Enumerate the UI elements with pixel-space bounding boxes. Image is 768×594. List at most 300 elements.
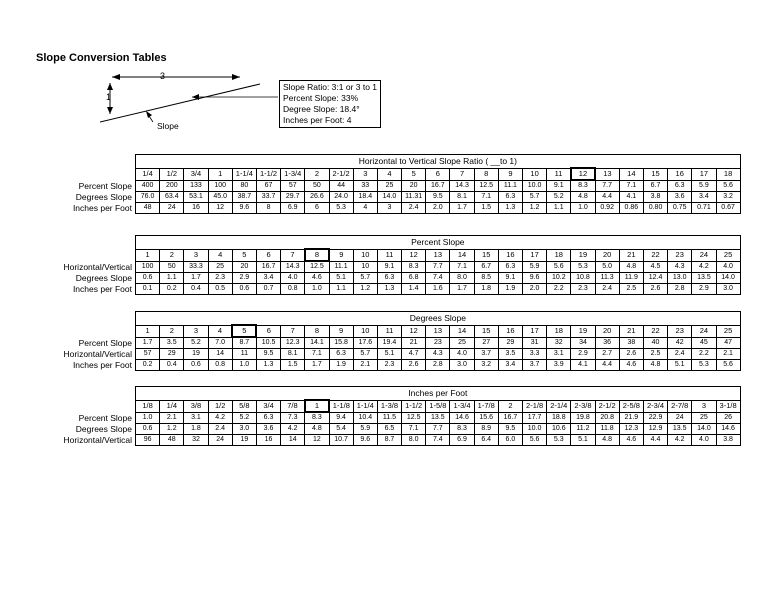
header-cell: 16 bbox=[498, 325, 522, 337]
row-label: Percent Slope bbox=[78, 180, 132, 191]
row-label: Inches per Foot bbox=[72, 284, 132, 294]
header-cell: 2-7/8 bbox=[668, 400, 692, 412]
value-cell: 2.9 bbox=[232, 273, 256, 284]
value-cell: 13.5 bbox=[668, 424, 692, 435]
header-cell: 18 bbox=[716, 168, 740, 180]
header-cell: 3/4 bbox=[256, 400, 280, 412]
table-title: Percent Slope bbox=[136, 236, 741, 250]
table-row bbox=[24, 412, 740, 424]
header-cell: 2-1/4 bbox=[547, 400, 571, 412]
value-cell: 48 bbox=[136, 203, 160, 214]
header-cell: 1-3/4 bbox=[450, 400, 474, 412]
value-cell: 11.3 bbox=[595, 273, 619, 284]
value-cell: 4.2 bbox=[281, 424, 305, 435]
value-cell: 8 bbox=[256, 203, 280, 214]
value-cell: 20 bbox=[232, 261, 256, 273]
header-cell: 17 bbox=[523, 249, 547, 261]
value-cell: 36 bbox=[595, 337, 619, 349]
value-cell: 14.0 bbox=[377, 192, 401, 203]
value-cell: 44 bbox=[329, 180, 353, 192]
value-cell: 4.6 bbox=[305, 273, 329, 284]
value-cell: 5.3 bbox=[547, 435, 571, 446]
value-cell: 11.1 bbox=[329, 261, 353, 273]
value-cell: 1.0 bbox=[232, 360, 256, 371]
table-inches bbox=[24, 386, 741, 446]
value-cell: 3.3 bbox=[523, 349, 547, 360]
value-cell: 67 bbox=[256, 180, 280, 192]
value-cell: 5.6 bbox=[716, 180, 740, 192]
value-cell: 21.9 bbox=[619, 412, 643, 424]
value-cell: 7.1 bbox=[474, 192, 498, 203]
value-cell: 1.1 bbox=[547, 203, 571, 214]
value-cell: 10.4 bbox=[353, 412, 377, 424]
value-cell: 2.4 bbox=[595, 284, 619, 295]
value-cell: 3.6 bbox=[256, 424, 280, 435]
value-cell: 1.2 bbox=[160, 424, 184, 435]
value-cell: 6.4 bbox=[474, 435, 498, 446]
table-row bbox=[24, 424, 740, 435]
value-cell: 5.1 bbox=[377, 349, 401, 360]
header-cell: 15 bbox=[474, 249, 498, 261]
header-cell: 1/4 bbox=[136, 168, 160, 180]
value-cell: 1.3 bbox=[498, 203, 522, 214]
header-cell: 14 bbox=[450, 325, 474, 337]
value-cell: 7.4 bbox=[426, 273, 450, 284]
value-cell: 3.2 bbox=[474, 360, 498, 371]
value-cell: 1.9 bbox=[498, 284, 522, 295]
header-cell: 21 bbox=[619, 249, 643, 261]
value-cell: 2.6 bbox=[402, 360, 426, 371]
value-cell: 1.8 bbox=[184, 424, 208, 435]
header-cell: 1-3/8 bbox=[377, 400, 401, 412]
value-cell: 2.8 bbox=[668, 284, 692, 295]
value-cell: 12 bbox=[208, 203, 232, 214]
value-cell: 11 bbox=[232, 349, 256, 360]
header-cell: 9 bbox=[498, 168, 522, 180]
value-cell: 9.5 bbox=[256, 349, 280, 360]
value-cell: 14.0 bbox=[692, 424, 716, 435]
value-cell: 400 bbox=[136, 180, 160, 192]
value-cell: 17.7 bbox=[523, 412, 547, 424]
value-cell: 5.9 bbox=[353, 424, 377, 435]
value-cell: 1.9 bbox=[329, 360, 353, 371]
value-cell: 7.0 bbox=[208, 337, 232, 349]
value-cell: 100 bbox=[208, 180, 232, 192]
value-cell: 5.2 bbox=[232, 412, 256, 424]
value-cell: 22.9 bbox=[643, 412, 667, 424]
row-label: Inches per Foot bbox=[72, 360, 132, 370]
value-cell: 42 bbox=[668, 337, 692, 349]
value-cell: 12.3 bbox=[281, 337, 305, 349]
header-cell: 1-5/8 bbox=[426, 400, 450, 412]
table-row bbox=[24, 284, 740, 295]
value-cell: 2.3 bbox=[571, 284, 595, 295]
note-degree-slope: Degree Slope: 18.4° bbox=[283, 104, 360, 114]
header-cell: 2-1/2 bbox=[595, 400, 619, 412]
value-cell: 4.4 bbox=[595, 360, 619, 371]
value-cell: 3.4 bbox=[498, 360, 522, 371]
header-cell: 13 bbox=[595, 168, 619, 180]
value-cell: 4.2 bbox=[208, 412, 232, 424]
value-cell: 0.1 bbox=[136, 284, 160, 295]
value-cell: 2.2 bbox=[692, 349, 716, 360]
value-cell: 4.0 bbox=[281, 273, 305, 284]
value-cell: 4.0 bbox=[692, 435, 716, 446]
value-cell: 3.0 bbox=[232, 424, 256, 435]
header-cell: 2-1/8 bbox=[523, 400, 547, 412]
value-cell: 24 bbox=[668, 412, 692, 424]
header-cell: 1-1/4 bbox=[232, 168, 256, 180]
header-cell: 13 bbox=[426, 325, 450, 337]
value-cell: 5.1 bbox=[571, 435, 595, 446]
row-label: Degrees Slope bbox=[75, 424, 132, 434]
example-notes-box bbox=[279, 80, 381, 128]
value-cell: 17.6 bbox=[353, 337, 377, 349]
value-cell: 12.5 bbox=[305, 261, 329, 273]
value-cell: 50 bbox=[160, 261, 184, 273]
value-cell: 5.6 bbox=[523, 435, 547, 446]
value-cell: 2.6 bbox=[619, 349, 643, 360]
header-cell: 8 bbox=[305, 325, 329, 337]
value-cell: 5.0 bbox=[595, 261, 619, 273]
value-cell: 26 bbox=[716, 412, 740, 424]
value-cell: 2.3 bbox=[208, 273, 232, 284]
header-cell: 6 bbox=[426, 168, 450, 180]
header-cell: 17 bbox=[692, 168, 716, 180]
value-cell: 4.0 bbox=[716, 261, 740, 273]
value-cell: 1.1 bbox=[160, 273, 184, 284]
header-cell: 2 bbox=[498, 400, 522, 412]
header-cell: 13 bbox=[426, 249, 450, 261]
value-cell: 8.9 bbox=[474, 424, 498, 435]
value-cell: 0.75 bbox=[668, 203, 692, 214]
value-cell: 10.6 bbox=[547, 424, 571, 435]
table-title: Degrees Slope bbox=[136, 312, 741, 326]
value-cell: 2.4 bbox=[208, 424, 232, 435]
value-cell: 18.4 bbox=[353, 192, 377, 203]
value-cell: 0.2 bbox=[160, 284, 184, 295]
value-cell: 15.8 bbox=[329, 337, 353, 349]
value-cell: 6.3 bbox=[377, 273, 401, 284]
value-cell: 5.3 bbox=[329, 203, 353, 214]
note-slope-ratio: Slope Ratio: 3:1 or 3 to 1 bbox=[283, 82, 378, 92]
header-cell: 1/4 bbox=[160, 400, 184, 412]
value-cell: 32 bbox=[184, 435, 208, 446]
table-row bbox=[24, 337, 740, 349]
value-cell: 1.7 bbox=[305, 360, 329, 371]
header-cell: 1 bbox=[136, 325, 160, 337]
value-cell: 1.2 bbox=[523, 203, 547, 214]
value-cell: 3.7 bbox=[523, 360, 547, 371]
header-cell: 19 bbox=[571, 325, 595, 337]
value-cell: 2.2 bbox=[547, 284, 571, 295]
header-cell: 1 bbox=[136, 249, 160, 261]
value-cell: 1.7 bbox=[450, 284, 474, 295]
page-title: Slope Conversion Tables bbox=[36, 52, 167, 64]
value-cell: 0.6 bbox=[232, 284, 256, 295]
value-cell: 7.3 bbox=[281, 412, 305, 424]
value-cell: 24.0 bbox=[329, 192, 353, 203]
header-cell: 11 bbox=[377, 325, 401, 337]
header-cell: 5 bbox=[232, 325, 256, 337]
value-cell: 26.6 bbox=[305, 192, 329, 203]
row-label: Horizontal/Vertical bbox=[63, 435, 132, 445]
value-cell: 21 bbox=[402, 337, 426, 349]
value-cell: 7.7 bbox=[426, 261, 450, 273]
value-cell: 8.3 bbox=[571, 180, 595, 192]
value-cell: 14.1 bbox=[305, 337, 329, 349]
value-cell: 47 bbox=[716, 337, 740, 349]
value-cell: 48 bbox=[160, 435, 184, 446]
value-cell: 4.2 bbox=[668, 435, 692, 446]
value-cell: 4.2 bbox=[692, 261, 716, 273]
value-cell: 2.1 bbox=[353, 360, 377, 371]
value-cell: 0.92 bbox=[595, 203, 619, 214]
value-cell: 53.1 bbox=[184, 192, 208, 203]
header-cell: 16 bbox=[498, 249, 522, 261]
header-cell: 1 bbox=[208, 168, 232, 180]
value-cell: 3.0 bbox=[450, 360, 474, 371]
value-cell: 7.7 bbox=[595, 180, 619, 192]
header-cell: 12 bbox=[571, 168, 595, 180]
header-cell: 1-7/8 bbox=[474, 400, 498, 412]
value-cell: 200 bbox=[160, 180, 184, 192]
value-cell: 16.7 bbox=[426, 180, 450, 192]
value-cell: 29 bbox=[160, 349, 184, 360]
header-cell: 25 bbox=[716, 325, 740, 337]
header-cell: 14 bbox=[619, 168, 643, 180]
value-cell: 0.5 bbox=[208, 284, 232, 295]
value-cell: 5.4 bbox=[329, 424, 353, 435]
value-cell: 10.0 bbox=[523, 180, 547, 192]
table-title: Horizontal to Vertical Slope Ratio ( __to 1) bbox=[136, 155, 741, 169]
value-cell: 20.8 bbox=[595, 412, 619, 424]
value-cell: 32 bbox=[547, 337, 571, 349]
value-cell: 10.2 bbox=[547, 273, 571, 284]
value-cell: 9.6 bbox=[523, 273, 547, 284]
header-cell: 15 bbox=[643, 168, 667, 180]
rise-arrow-bottom-head bbox=[107, 107, 113, 114]
value-cell: 12.3 bbox=[619, 424, 643, 435]
value-cell: 0.6 bbox=[136, 424, 160, 435]
value-cell: 4.1 bbox=[571, 360, 595, 371]
value-cell: 5.9 bbox=[523, 261, 547, 273]
value-cell: 27 bbox=[474, 337, 498, 349]
value-cell: 45.0 bbox=[208, 192, 232, 203]
header-cell: 23 bbox=[668, 325, 692, 337]
value-cell: 2.4 bbox=[402, 203, 426, 214]
value-cell: 24 bbox=[208, 435, 232, 446]
header-cell: 2-5/8 bbox=[619, 400, 643, 412]
value-cell: 11.5 bbox=[377, 412, 401, 424]
header-cell: 10 bbox=[523, 168, 547, 180]
header-cell: 7 bbox=[450, 168, 474, 180]
header-cell: 12 bbox=[402, 325, 426, 337]
value-cell: 16 bbox=[256, 435, 280, 446]
value-cell: 1.5 bbox=[474, 203, 498, 214]
value-cell: 31 bbox=[523, 337, 547, 349]
value-cell: 8.7 bbox=[232, 337, 256, 349]
header-cell: 2 bbox=[160, 249, 184, 261]
value-cell: 3.0 bbox=[716, 284, 740, 295]
value-cell: 2.1 bbox=[716, 349, 740, 360]
header-cell: 2-1/2 bbox=[329, 168, 353, 180]
value-cell: 11.1 bbox=[498, 180, 522, 192]
value-cell: 5.6 bbox=[547, 261, 571, 273]
slope-pointer-head bbox=[146, 111, 152, 118]
value-cell: 12.4 bbox=[643, 273, 667, 284]
value-cell: 16.7 bbox=[498, 412, 522, 424]
value-cell: 5.3 bbox=[571, 261, 595, 273]
value-cell: 4.8 bbox=[619, 261, 643, 273]
value-cell: 0.4 bbox=[160, 360, 184, 371]
value-cell: 2.7 bbox=[595, 349, 619, 360]
value-cell: 20 bbox=[402, 180, 426, 192]
header-cell: 24 bbox=[692, 249, 716, 261]
value-cell: 5.9 bbox=[692, 180, 716, 192]
value-cell: 2.5 bbox=[619, 284, 643, 295]
header-cell: 2-3/4 bbox=[643, 400, 667, 412]
value-cell: 4 bbox=[353, 203, 377, 214]
note-inches-per-foot: Inches per Foot: 4 bbox=[283, 115, 352, 125]
header-cell: 12 bbox=[402, 249, 426, 261]
value-cell: 12 bbox=[305, 435, 329, 446]
value-cell: 6.3 bbox=[668, 180, 692, 192]
value-cell: 50 bbox=[305, 180, 329, 192]
value-cell: 25 bbox=[377, 180, 401, 192]
header-cell: 19 bbox=[571, 249, 595, 261]
value-cell: 6.9 bbox=[450, 435, 474, 446]
value-cell: 4.8 bbox=[305, 424, 329, 435]
value-cell: 13.0 bbox=[668, 273, 692, 284]
value-cell: 14.0 bbox=[716, 273, 740, 284]
value-cell: 8.7 bbox=[377, 435, 401, 446]
value-cell: 4.6 bbox=[619, 360, 643, 371]
table-ratio bbox=[24, 154, 741, 214]
value-cell: 5.1 bbox=[329, 273, 353, 284]
value-cell: 6.7 bbox=[474, 261, 498, 273]
value-cell: 6.8 bbox=[402, 273, 426, 284]
header-cell: 3/8 bbox=[184, 400, 208, 412]
value-cell: 80 bbox=[232, 180, 256, 192]
conversion-table-percent bbox=[24, 235, 741, 295]
value-cell: 45 bbox=[692, 337, 716, 349]
table-degrees bbox=[24, 311, 741, 371]
value-cell: 4.8 bbox=[571, 192, 595, 203]
conversion-table-ratio bbox=[24, 154, 741, 214]
value-cell: 1.0 bbox=[571, 203, 595, 214]
row-label: Horizontal/Vertical bbox=[63, 349, 132, 359]
value-cell: 23 bbox=[426, 337, 450, 349]
value-cell: 4.4 bbox=[643, 435, 667, 446]
header-cell: 5 bbox=[232, 249, 256, 261]
header-cell: 2 bbox=[160, 325, 184, 337]
value-cell: 1.6 bbox=[426, 284, 450, 295]
value-cell: 0.7 bbox=[256, 284, 280, 295]
header-cell: 3 bbox=[353, 168, 377, 180]
value-cell: 11.2 bbox=[571, 424, 595, 435]
header-cell: 5 bbox=[402, 168, 426, 180]
value-cell: 8.5 bbox=[474, 273, 498, 284]
value-cell: 6.0 bbox=[498, 435, 522, 446]
value-cell: 6.3 bbox=[329, 349, 353, 360]
value-cell: 2.9 bbox=[571, 349, 595, 360]
value-cell: 63.4 bbox=[160, 192, 184, 203]
header-cell: 23 bbox=[668, 249, 692, 261]
header-cell: 11 bbox=[547, 168, 571, 180]
value-cell: 1.0 bbox=[305, 284, 329, 295]
header-cell: 10 bbox=[353, 325, 377, 337]
table-row bbox=[24, 273, 740, 284]
value-cell: 19.8 bbox=[571, 412, 595, 424]
value-cell: 11.9 bbox=[619, 273, 643, 284]
value-cell: 0.6 bbox=[136, 273, 160, 284]
header-cell: 1/2 bbox=[160, 168, 184, 180]
value-cell: 14 bbox=[281, 435, 305, 446]
value-cell: 10 bbox=[353, 261, 377, 273]
row-label: Inches per Foot bbox=[72, 203, 132, 213]
slope-label: Slope bbox=[157, 121, 179, 131]
value-cell: 2.1 bbox=[160, 412, 184, 424]
value-cell: 6.3 bbox=[498, 192, 522, 203]
note-percent-slope: Percent Slope: 33% bbox=[283, 93, 359, 103]
value-cell: 7.1 bbox=[402, 424, 426, 435]
table-title: Inches per Foot bbox=[136, 387, 741, 401]
value-cell: 3.6 bbox=[668, 192, 692, 203]
value-cell: 1.7 bbox=[136, 337, 160, 349]
row-label: Degrees Slope bbox=[75, 273, 132, 283]
value-cell: 8.3 bbox=[450, 424, 474, 435]
value-cell: 14.3 bbox=[281, 261, 305, 273]
value-cell: 3.9 bbox=[547, 360, 571, 371]
value-cell: 4.6 bbox=[619, 435, 643, 446]
header-cell: 1-1/2 bbox=[256, 168, 280, 180]
value-cell: 6.9 bbox=[281, 203, 305, 214]
value-cell: 4.3 bbox=[426, 349, 450, 360]
value-cell: 7.1 bbox=[305, 349, 329, 360]
value-cell: 96 bbox=[136, 435, 160, 446]
value-cell: 3.8 bbox=[716, 435, 740, 446]
header-cell: 9 bbox=[329, 249, 353, 261]
header-cell: 9 bbox=[329, 325, 353, 337]
value-cell: 29 bbox=[498, 337, 522, 349]
value-cell: 3.7 bbox=[474, 349, 498, 360]
value-cell: 34 bbox=[571, 337, 595, 349]
value-cell: 14 bbox=[208, 349, 232, 360]
table-row bbox=[24, 261, 740, 273]
value-cell: 38.7 bbox=[232, 192, 256, 203]
value-cell: 19 bbox=[184, 349, 208, 360]
header-cell: 3 bbox=[692, 400, 716, 412]
value-cell: 5.7 bbox=[523, 192, 547, 203]
value-cell: 1.7 bbox=[450, 203, 474, 214]
value-cell: 0.71 bbox=[692, 203, 716, 214]
value-cell: 1.7 bbox=[184, 273, 208, 284]
header-cell: 8 bbox=[474, 168, 498, 180]
value-cell: 8.3 bbox=[305, 412, 329, 424]
header-cell: 8 bbox=[305, 249, 329, 261]
value-cell: 1.1 bbox=[329, 284, 353, 295]
value-cell: 3 bbox=[377, 203, 401, 214]
value-cell: 11.8 bbox=[595, 424, 619, 435]
value-cell: 0.86 bbox=[619, 203, 643, 214]
value-cell: 0.8 bbox=[281, 284, 305, 295]
run-arrow-left-head bbox=[112, 74, 120, 80]
value-cell: 5.7 bbox=[353, 273, 377, 284]
header-cell: 1 bbox=[305, 400, 329, 412]
value-cell: 5.2 bbox=[547, 192, 571, 203]
value-cell: 3.5 bbox=[160, 337, 184, 349]
